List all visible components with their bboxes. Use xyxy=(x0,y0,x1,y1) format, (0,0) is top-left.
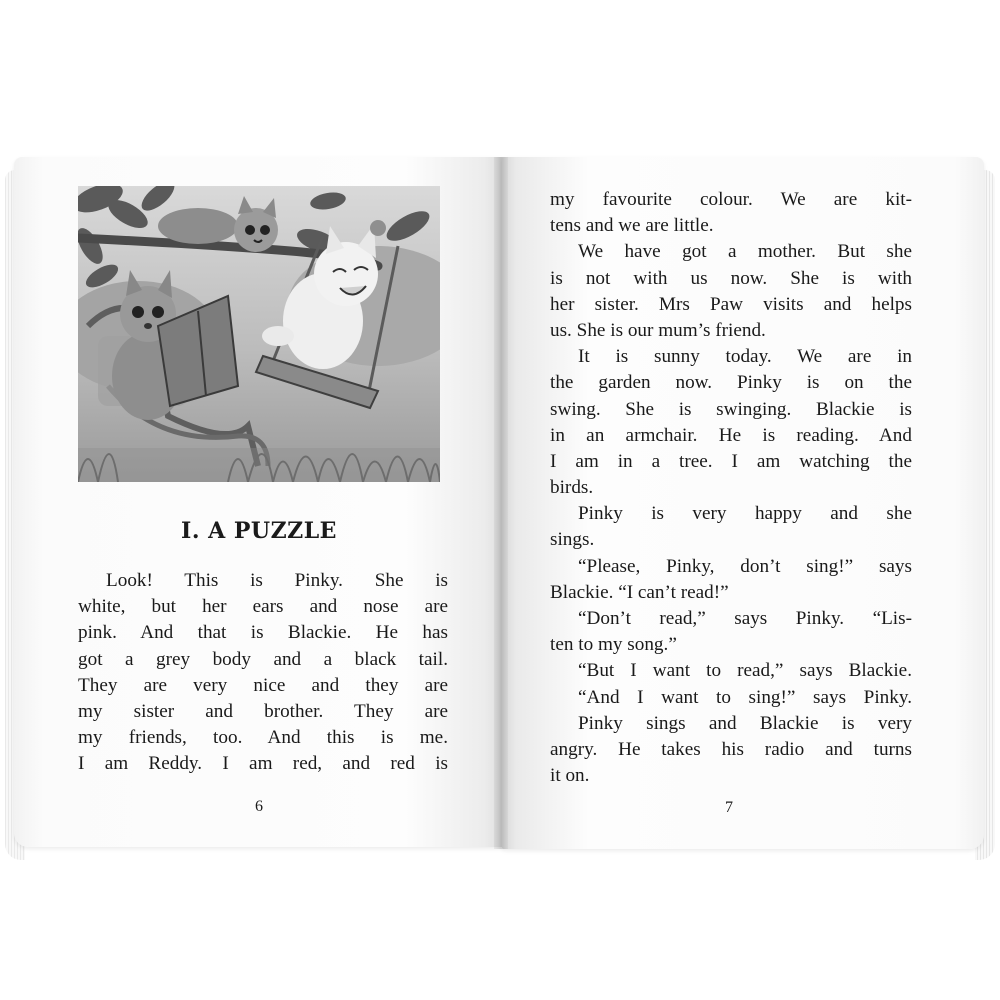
text-line: Look! This is Pinky. She is xyxy=(106,570,448,591)
text-line: my favourite colour. We are kit- xyxy=(550,189,912,210)
text-line: white, but her ears and nose are xyxy=(78,596,448,618)
text-line: her sister. Mrs Paw visits and helps xyxy=(550,293,912,315)
text-line: my friends, too. And this is me. xyxy=(78,727,448,749)
page-number-right: 7 xyxy=(725,799,733,816)
text-line: swing. She is swinging. Blackie is xyxy=(550,398,912,420)
text-line: us. She is our mum’s friend. xyxy=(550,319,766,341)
text-line: Pinky sings and Blackie is very xyxy=(578,712,912,734)
text-line: It is sunny today. We are in xyxy=(578,346,912,368)
text-line: I am in a tree. I am watching the xyxy=(550,450,912,472)
text-line: I am Reddy. I am red, and red is xyxy=(78,753,448,775)
text-line: Blackie. “I can’t read!” xyxy=(550,581,729,603)
right-page-text xyxy=(550,187,912,789)
kittens-illustration xyxy=(78,186,440,482)
text-line: “And I want to sing!” says Pinky. xyxy=(578,686,912,708)
text-line: We have got a mother. But she xyxy=(578,241,912,263)
kittens-illustration-art xyxy=(78,186,440,482)
text-line: They are very nice and they are xyxy=(78,674,448,696)
text-line: it on. xyxy=(550,765,590,787)
text-line: is not with us now. She is with xyxy=(550,267,912,289)
text-line: angry. He takes his radio and turns xyxy=(550,738,912,760)
text-line: in an armchair. He is reading. And xyxy=(550,424,912,446)
left-page-text xyxy=(78,568,448,778)
text-line: ten to my song.” xyxy=(550,634,677,656)
text-line: got a grey body and a black tail. xyxy=(78,648,448,670)
text-line: pink. And that is Blackie. He has xyxy=(78,622,448,644)
text-line: Pinky is very happy and she xyxy=(578,503,912,525)
page-number-left: 6 xyxy=(255,798,263,815)
text-line: tens and we are little. xyxy=(550,215,714,237)
text-line: “Don’t read,” says Pinky. “Lis- xyxy=(578,608,912,629)
text-line: “Please, Pinky, don’t sing!” says xyxy=(578,555,912,577)
chapter-title: I. A PUZZLE xyxy=(181,518,337,544)
text-line: sings. xyxy=(550,529,595,551)
text-line: birds. xyxy=(550,477,594,499)
text-line: “But I want to read,” says Blackie. xyxy=(578,660,912,682)
text-line: the garden now. Pinky is on the xyxy=(550,372,912,394)
text-line: my sister and brother. They are xyxy=(78,700,448,722)
book-spine xyxy=(494,157,508,849)
